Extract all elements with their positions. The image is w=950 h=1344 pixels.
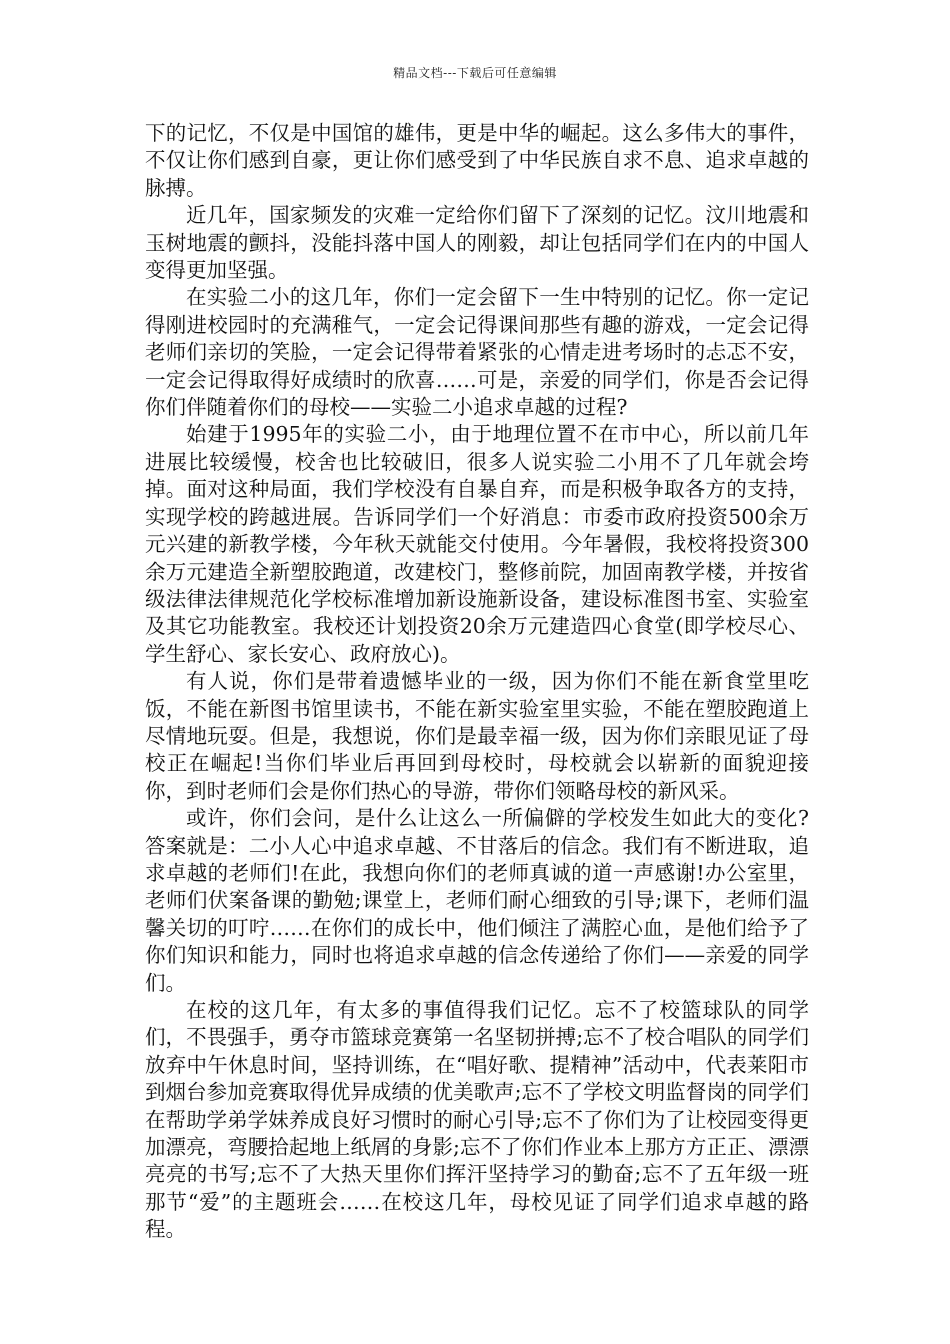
paragraph-school-years: 在校的这几年，有太多的事值得我们记忆。忘不了校篮球队的同学们，不畏强手，勇夺市篮球竞赛第一名坚韧拼搏;忘不了校合唱队的同学们放弃中午休息时间，坚持训练，在“唱好歌、提精神”活动中，代表莱阳市到烟台参加竞赛取得优异成绩的优美歌声;忘不了学校文明监督岗的同学们在帮助学弟学妹养成良好习惯时的耐心引导;忘不了你们为了让校园变得更加漂亮，弯腰拾起地上纸屑的身影;忘不了你们作业本上那方方正正、漂漂亮亮的书写;忘不了大热天里你们挥汗坚持学习的勤奋;忘不了五年级一班那节“爱”的主题班会……在校这几年，母校见证了同学们追求卓越的路程。 [145, 998, 809, 1242]
paragraph-teachers: 或许，你们会问，是什么让这么一所偏僻的学校发生如此大的变化?答案就是：二小人心中追求卓越、不甘落后的信念。我们有不断进取，追求卓越的老师们!在此，我想向你们的老师真诚的道一声感谢!办公室里，老师们伏案备课的勤勉;课堂上，老师们耐心细致的引导;课下，老师们温馨关切的叮咛……在你们的成长中，他们倾注了满腔心血，是他们给予了你们知识和能力，同时也将追求卓越的信念传递给了你们——亲爱的同学们。 [145, 806, 809, 995]
paragraph-memories: 在实验二小的这几年，你们一定会留下一生中特别的记忆。你一定记得刚进校园时的充满稚气，一定会记得课间那些有趣的游戏，一定会记得老师们亲切的笑脸，一定会记得带着紧张的心情走进考场时的忐忑不安，一定会记得取得好成绩时的欣喜……可是，亲爱的同学们，你是否会记得你们伴随着你们的母校——实验二小追求卓越的过程? [145, 285, 809, 420]
paragraph-disasters: 近几年，国家频发的灾难一定给你们留下了深刻的记忆。汶川地震和玉树地震的颤抖，没能抖落中国人的刚毅，却让包括同学们在内的中国人变得更加坚强。 [145, 203, 809, 283]
paragraph-regret: 有人说，你们是带着遗憾毕业的一级，因为你们不能在新食堂里吃饭，不能在新图书馆里读书，不能在新实验室里实验，不能在塑胶跑道上尽情地玩耍。但是，我想说，你们是最幸福一级，因为你们亲眼见证了母校正在崛起!当你们毕业后再回到母校时，母校就会以崭新的面貌迎接你，到时老师们会是你们热心的导游，带你们领略母校的新风采。 [145, 669, 809, 803]
paragraph-continuation: 下的记忆，不仅是中国馆的雄伟，更是中华的崛起。这么多伟大的事件，不仅让你们感到自豪，更让你们感受到了中华民族自求不息、追求卓越的脉搏。 [145, 121, 809, 200]
page-header: 精品文档---下载后可任意编辑 [393, 66, 557, 80]
paragraph-school-history: 始建于1995年的实验二小，由于地理位置不在市中心，所以前几年进展比较缓慢，校舍也比较破旧，很多人说实验二小用不了几年就会垮掉。面对这种局面，我们学校没有自暴自弃，而是积极争取各方的支持，实现学校的跨越进展。告诉同学们一个好消息：市委市政府投资500余万元兴建的新教学楼，今年秋天就能交付使用。今年暑假，我校将投资300余万元建造全新塑胶跑道，改建校门，整修前院，加固南教学楼，并按省级法律法律规范化学校标准增加新设施新设备，建设标准图书室、实验室及其它功能教室。我校还计划投资20余万元建造四心食堂(即学校尽心、学生舒心、家长安心、政府放心)。 [145, 422, 809, 666]
document-body [145, 120, 809, 1244]
